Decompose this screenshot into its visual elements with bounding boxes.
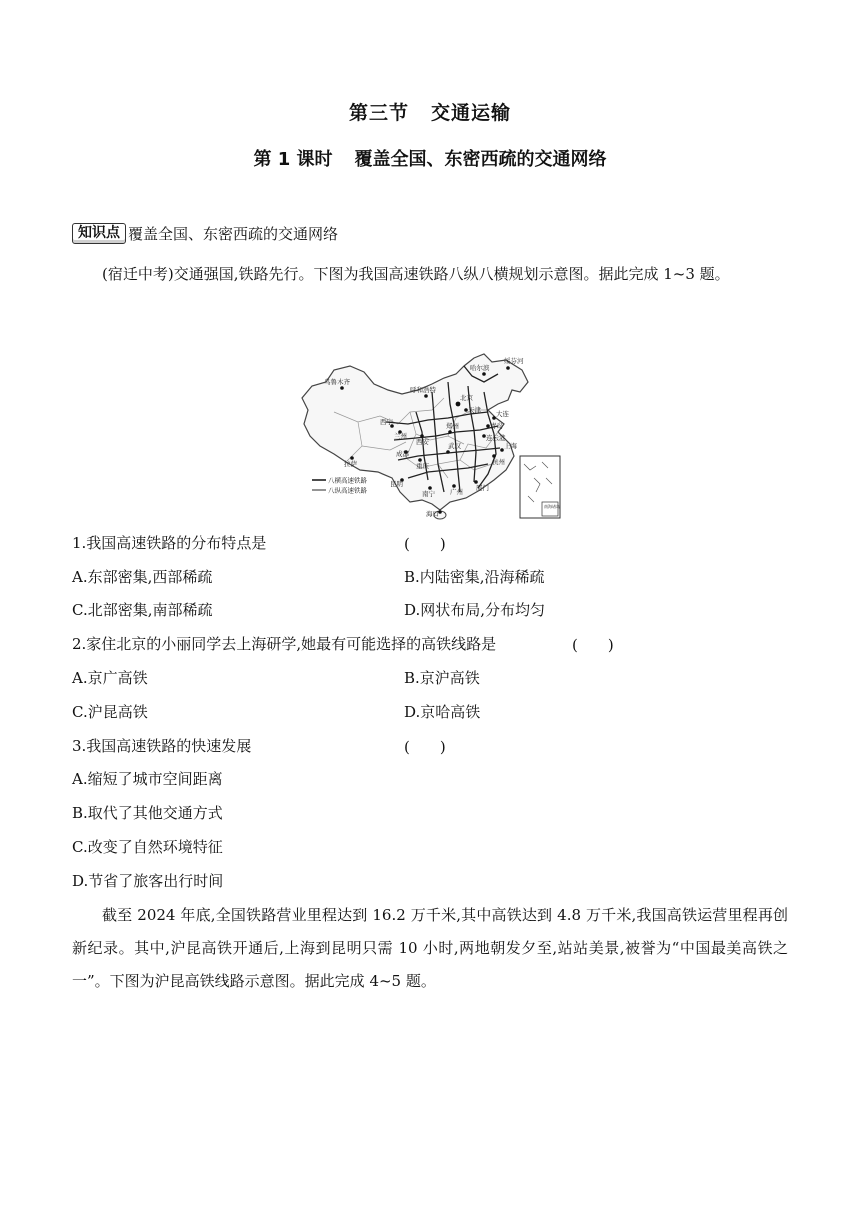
map-city-label: 上海: [504, 442, 517, 450]
question-1-option-d: D.网状布局,分布均匀: [404, 601, 546, 619]
map-city-label: 呼和浩特: [410, 386, 436, 394]
map-city-label: 大连: [496, 410, 509, 418]
map-city-label: 海口: [426, 510, 439, 518]
map-city-label: 拉萨: [344, 460, 357, 468]
map-city-label: 南宁: [422, 490, 435, 498]
high-speed-rail-map: [298, 352, 562, 520]
question-2-option-b: B.京沪高铁: [404, 669, 480, 687]
intro-paragraph-2: [72, 899, 788, 998]
question-1-answer-paren: ( ): [404, 535, 446, 553]
map-city-label: 北京: [460, 394, 473, 402]
question-3-option-d: D.节省了旅客出行时间: [72, 872, 224, 890]
map-city-label: 兰州: [394, 432, 407, 440]
map-city-label: 青岛: [490, 422, 503, 430]
question-2-option-a: A.京广高铁: [72, 669, 148, 687]
question-2-option-d: D.京哈高铁: [404, 703, 481, 721]
question-3-option-b: B.取代了其他交通方式: [72, 804, 223, 822]
question-1-option-c: C.北部密集,南部稀疏: [72, 601, 213, 619]
knowledge-point-tag: 知识点: [72, 223, 126, 244]
south-china-sea-inset: [520, 456, 560, 518]
map-city-label: 哈尔滨: [470, 364, 490, 372]
map-city-label: 成都: [396, 450, 409, 458]
map-legend: [312, 476, 368, 495]
lesson-number: 第 1 课时: [253, 149, 333, 170]
map-city-label: 广州: [450, 488, 463, 496]
knowledge-point-heading: [72, 220, 338, 246]
question-3-option-c: C.改变了自然环境特征: [72, 838, 223, 856]
question-1-option-b: B.内陆密集,沿海稀疏: [404, 568, 545, 586]
map-city-label: 西安: [416, 438, 429, 446]
section-subject: 交通运输: [431, 102, 512, 124]
map-city-label: 乌鲁木齐: [324, 378, 350, 386]
knowledge-point-topic: 覆盖全国、东密西疏的交通网络: [128, 224, 339, 243]
intro-text-2: 截至 2024 年底,全国铁路营业里程达到 16.2 万千米,其中高铁达到 4.8 万千米,我国高铁运营里程再创新纪录。其中,沪昆高铁开通后,上海到昆明只需 10 小时,两地朝发夕至,站站美景,被誉为“中国最美高铁之一”。下图为沪昆高铁线路示意图。据此完成 4~5 题。: [72, 906, 788, 990]
map-city-label: 西宁: [380, 418, 393, 426]
map-city-label: 杭州: [492, 458, 505, 466]
legend-vertical: 八纵高速铁路: [328, 486, 367, 495]
question-3-stem: 3.我国高速铁路的快速发展: [72, 737, 252, 755]
map-city-label: 厦门: [476, 484, 489, 492]
question-2-option-c: C.沪昆高铁: [72, 703, 148, 721]
map-city-label: 天津: [468, 406, 481, 414]
map-city-label: 重庆: [416, 462, 429, 470]
question-1-stem: 1.我国高速铁路的分布特点是: [72, 534, 267, 552]
question-2-stem: 2.家住北京的小丽同学去上海研学,她最有可能选择的高铁线路是: [72, 635, 497, 653]
question-3-option-a: A.缩短了城市空间距离: [72, 770, 223, 788]
section-title: [0, 98, 860, 125]
lesson-topic: 覆盖全国、东密西疏的交通网络: [354, 149, 607, 170]
intro-paragraph-1: [72, 258, 788, 291]
map-city-label: 绥芬河: [504, 357, 524, 365]
map-city-label: 昆明: [390, 480, 403, 488]
question-3-answer-paren: ( ): [404, 738, 446, 756]
map-city-label: 郑州: [446, 422, 459, 430]
legend-horizontal: 八横高速铁路: [328, 476, 367, 485]
inset-label: 南海诸岛: [544, 504, 560, 509]
map-city-label: 连云港: [486, 434, 506, 442]
map-city-label: 武汉: [448, 442, 461, 450]
intro-text-1: (宿迁中考)交通强国,铁路先行。下图为我国高速铁路八纵八横规划示意图。据此完成 1~3 题。: [102, 265, 730, 283]
question-1-option-a: A.东部密集,西部稀疏: [72, 568, 213, 586]
question-2-answer-paren: ( ): [572, 636, 614, 654]
section-number: 第三节: [348, 102, 409, 124]
lesson-title: [0, 145, 860, 171]
